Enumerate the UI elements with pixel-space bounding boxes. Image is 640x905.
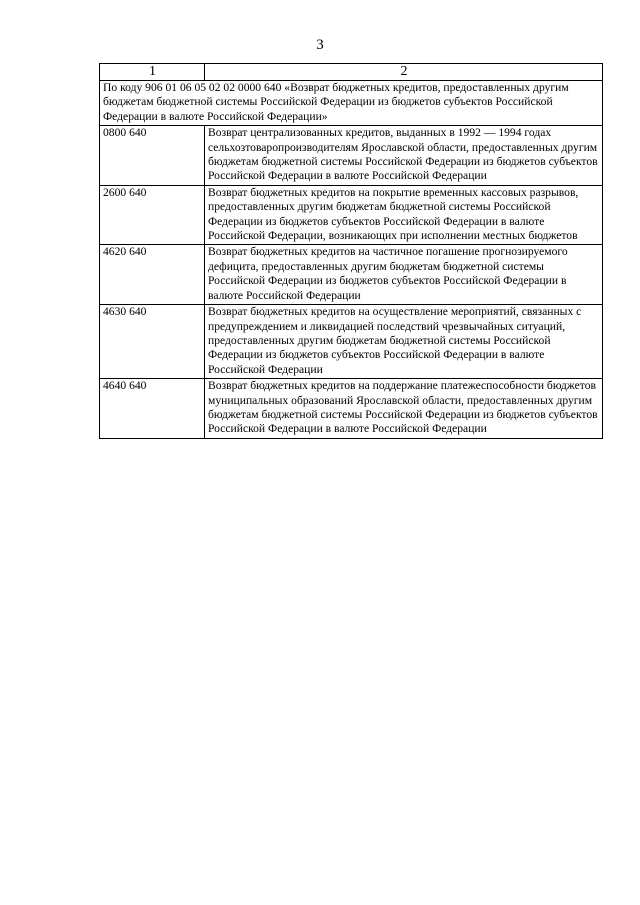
page-number: 3 — [316, 37, 324, 53]
row-code: 2600 640 — [100, 185, 205, 245]
row-description: Возврат бюджетных кредитов на покрытие временных кассовых разрывов, предоставленных другим бюджетам бюджетной системы Российской Федерации из бюджетов субъектов Российской Федерации в валюте Российской Федерации, возникающих при исполнении местных бюджетов — [205, 185, 603, 245]
row-code: 4630 640 — [100, 305, 205, 379]
column-header-2: 2 — [205, 64, 603, 81]
table-row — [100, 305, 603, 379]
table-header-row — [100, 64, 603, 81]
row-code: 4620 640 — [100, 245, 205, 305]
budget-codes-table — [99, 63, 603, 439]
table-row — [100, 245, 603, 305]
row-code: 0800 640 — [100, 126, 205, 186]
table-row — [100, 126, 603, 186]
row-code: 4640 640 — [100, 379, 205, 439]
row-description: Возврат централизованных кредитов, выданных в 1992 — 1994 годах сельхозтоваропроизводителям Ярославской области, предоставленных другим бюджетам бюджетной системы Российской Федерации из бюджетов субъектов Российской Федерации в валюте Российской Федерации — [205, 126, 603, 186]
table-row — [100, 185, 603, 245]
row-description: Возврат бюджетных кредитов на осуществление мероприятий, связанных с предупреждением и ликвидацией последствий чрезвычайных ситуаций, предоставленных другим бюджетам бюджетной системы Российской Федерации из бюджетов субъектов Российской Федерации в валюте Российской Федерации — [205, 305, 603, 379]
section-title: По коду 906 01 06 05 02 02 0000 640 «Возврат бюджетных кредитов, предоставленных другим бюджетам бюджетной системы Российской Федерации из бюджетов субъектов Российской Федерации в валюте Российской Федерации» — [100, 81, 603, 126]
column-header-1: 1 — [100, 64, 205, 81]
row-description: Возврат бюджетных кредитов на поддержание платежеспособности бюджетов муниципальных образований Ярославской области, предоставленных другим бюджетам бюджетной системы Российской Федерации из бюджетов субъектов Российской Федерации в валюте Российской Федерации — [205, 379, 603, 439]
row-description: Возврат бюджетных кредитов на частичное погашение прогнозируемого дефицита, предоставленных другим бюджетам бюджетной системы Российской Федерации из бюджетов субъектов Российской Федерации в валюте Российской Федерации — [205, 245, 603, 305]
table-row — [100, 379, 603, 439]
section-title-row — [100, 81, 603, 126]
